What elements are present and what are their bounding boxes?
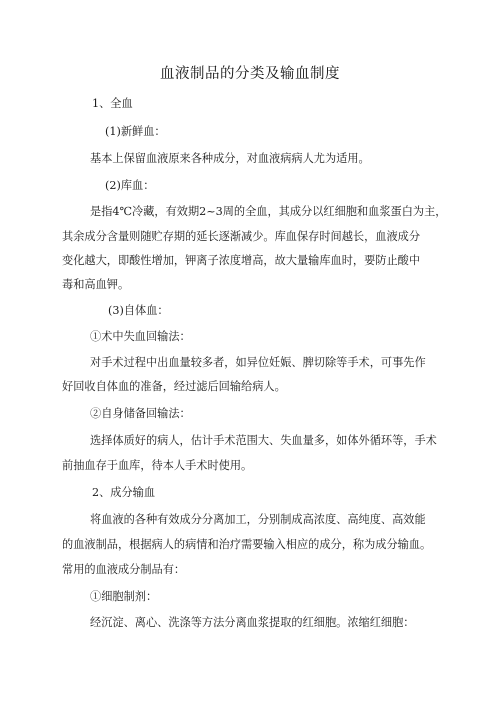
subheading-cell-preparations: ①细胞制剂： xyxy=(90,590,158,603)
heading-component-transfusion: 2、成分输血 xyxy=(92,486,156,499)
paragraph-line: 其余成分含量则随贮存期的延长逐渐减少。库血保存时间越长，血液成分 xyxy=(62,230,421,243)
paragraph-line: 好回收自体血的准备，经过滤后回输给病人。 xyxy=(62,380,286,393)
subheading-intraoperative: ①术中失血回输法： xyxy=(90,330,191,343)
paragraph-line: 经沉淀、离心、洗涤等方法分离血浆提取的红细胞。浓缩红细胞： xyxy=(90,616,415,629)
paragraph-line: 的血液制品，根据病人的病情和治疗需要输入相应的成分，称为成分输血。 xyxy=(62,538,432,551)
document-title: 血液制品的分类及输血制度 xyxy=(160,66,340,82)
paragraph-line: 变化越大，即酸性增加，钾离子浓度增高，故大量输库血时，要防止酸中 xyxy=(62,254,421,267)
subheading-autologous-blood: (3)自体血： xyxy=(108,304,169,317)
paragraph-line: 是指4℃冷藏，有效期2~3周的全血，其成分以红细胞和血浆蛋白为主， xyxy=(90,205,447,218)
paragraph-line: 毒和高血钾。 xyxy=(62,278,130,291)
paragraph-line: 将血液的各种有效成分分离加工，分别制成高浓度、高纯度、高效能 xyxy=(90,513,426,526)
paragraph-line: 前抽血存于血库，待本人手术时使用。 xyxy=(62,459,253,472)
subheading-fresh-blood: (1)新鲜血： xyxy=(105,125,166,138)
heading-whole-blood: 1、全血 xyxy=(92,97,133,110)
paragraph-line: 基本上保留血液原来各种成分，对血液病病人尤为适用。 xyxy=(90,152,370,165)
subheading-stored-blood: (2)库血： xyxy=(105,179,155,192)
paragraph-line: 常用的血液成分制品有： xyxy=(62,563,186,576)
subheading-self-storage: ②自身储备回输法： xyxy=(90,407,191,420)
paragraph-line: 选择体质好的病人，估计手术范围大、失血量多，如体外循环等，手术 xyxy=(90,434,437,447)
paragraph-line: 对手术过程中出血量较多者，如异位妊娠、脾切除等手术，可事先作 xyxy=(90,356,426,369)
